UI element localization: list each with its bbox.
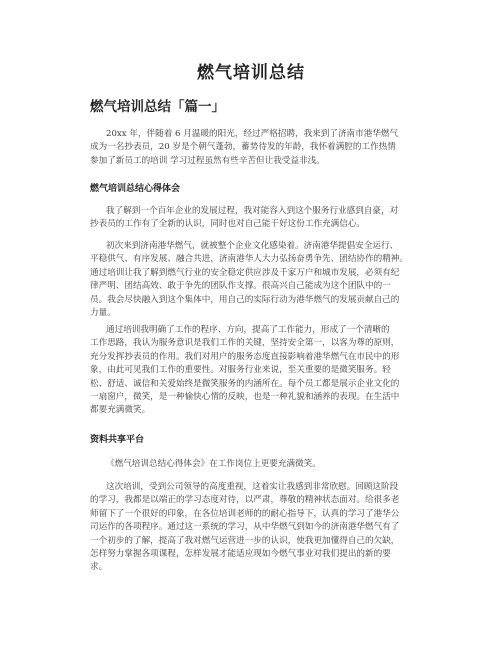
paragraph-1	[90, 205, 430, 232]
text-line: 律严明、团结高效、敢于争先的团队作支撑。很高兴自己能成为这个团队中的一	[90, 281, 391, 292]
paragraph-5	[90, 481, 430, 575]
text-line: 一个初步的了解，提高了我对燃气运营进一步的认识，使我更加懂得自己的欠缺，	[90, 535, 400, 546]
text-line: 师留下了一个很好的印象，在各位培训老师的的耐心指导下，认真的学习了港华公	[90, 508, 400, 519]
subheading-share: 资料共享平台	[90, 435, 145, 445]
text-line: 成为一名抄表员，20 岁是个朝气蓬勃，蓄势待发的年龄，我怀着满腔的工作热情	[90, 142, 396, 153]
text-line: 这次培训，受到公司领导的高度重视，这着实让我感到非常欣慰。回顾这阶段	[106, 482, 399, 492]
text-line: 我了解到一个百年企业的发展过程，我对能容入到这个服务行业感到自豪，对	[106, 206, 399, 216]
text-line: 平稳供气、有序发展、融合共进，济南港华人大力弘扬奋勇争先、团结协作的精神。	[90, 254, 408, 265]
intro-paragraph	[90, 128, 430, 168]
text-line: 怎样努力掌握各项课程，怎样发展才能适应现如今燃气事业对我们提出的新的要	[90, 549, 391, 560]
text-line: 司运作的各项程序。通过这一系统的学习，从中华燃气到如今的济南港华燃气有了	[90, 522, 400, 533]
text-line: 的学习，我都是以端正的学习态度对待，以严肃，尊敬的精神状态面对。给很多老	[90, 495, 400, 506]
text-line: 象，由此可见我们工作的重要性。对服务行业来说，至关重要的是微笑服务。轻	[90, 365, 391, 376]
text-line: 力量。	[90, 308, 116, 319]
paragraph-3	[90, 324, 430, 418]
text-line: 参加了新员工的培训 学习过程虽然有些辛苦但让我受益非浅。	[90, 155, 325, 166]
text-line: 都要充满微笑。	[90, 405, 151, 416]
text-line: 员。我会尽快融入到这个集体中，用自己的实际行动为港华燃气的发展贡献自己的	[90, 294, 400, 305]
text-line: 20xx 年，伴随着 6 月温暖的阳光，经过严格招聘，我来到了济南市港华燃气	[106, 129, 399, 139]
text-line: 工作思路，我认为服务意识是我们工作的关键，坚持安全第一，以客为尊的原则，	[90, 338, 400, 349]
text-line: 求。	[90, 562, 108, 573]
paragraph-4	[90, 458, 430, 471]
text-line: 抄表员的工作有了全新的认识，同时也对自己能干好这份工作充满信心。	[90, 219, 366, 230]
text-line: 松、舒适、诚信和关爱始终是微笑服务的内涵所在。每个员工都是展示企业文化的	[90, 378, 400, 389]
text-line: 充分发挥抄表员的作用。我们对用户的服务态度直接影响着港华燃气在市民中的形	[90, 351, 400, 362]
text-line: 通过培训我明确了工作的程序、方向，提高了工作能力，形成了一个清晰的	[106, 325, 390, 335]
text-line: 通过培训让我了解到燃气行业的安全稳定供应涉及千家万户和城市发展，必须有纪	[90, 267, 400, 278]
document-title: 燃气培训总结	[197, 63, 305, 83]
text-line: 一扇窗户，微笑，是一种愉快心情的反映，也是一种礼貌和涵养的表现。在生活中	[90, 392, 400, 403]
section-title: 燃气培训总结「篇一」	[90, 99, 225, 115]
subheading-experience: 燃气培训总结心得体会	[90, 184, 181, 194]
text-line: 《燃气培训总结心得体会》在工作岗位上更要充满微笑。	[106, 459, 321, 469]
paragraph-2	[90, 240, 430, 320]
text-line: 初次来到济南港华燃气，就被整个企业文化感染着。济南港华提倡安全运行、	[106, 241, 399, 251]
